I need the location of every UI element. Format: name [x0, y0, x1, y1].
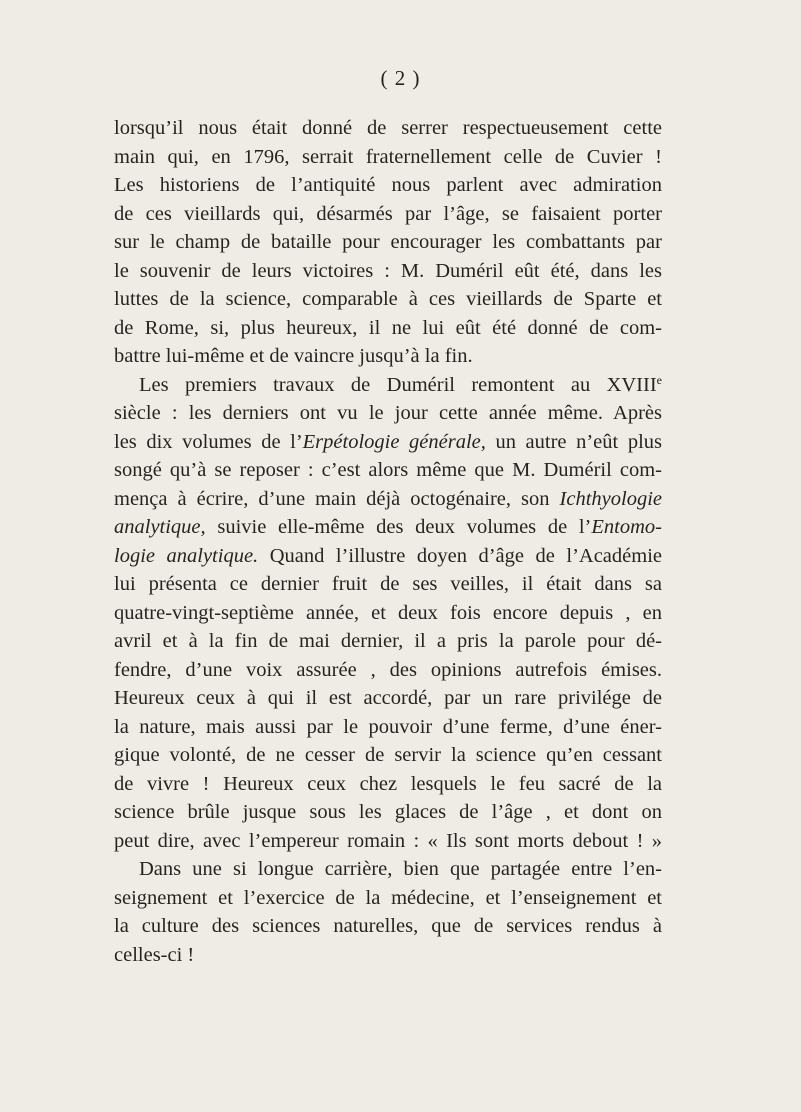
text-segment: les dix volumes de l’	[114, 430, 303, 453]
text-line	[114, 342, 662, 371]
italic-title: logie analytique.	[114, 544, 259, 567]
text-line	[114, 143, 662, 172]
body-text	[114, 114, 662, 969]
italic-title: analytique,	[114, 516, 206, 538]
text-segment: quatre-vingt-septième année, et deux fois encore depuis , en	[114, 601, 662, 624]
text-line	[114, 285, 662, 314]
text-line	[114, 884, 662, 913]
text-segment: science brûle jusque sous les glaces de l’âge , et dont on	[114, 801, 662, 823]
text-segment: luttes de la science, comparable à ces vieillards de Sparte et	[114, 288, 662, 310]
text-segment: un autre n’eût plus	[485, 430, 662, 453]
text-segment: songé qu’à se reposer : c’est alors même que M. Duméril com-	[114, 459, 662, 481]
text-line	[114, 399, 662, 428]
text-segment: Les historiens de l’antiquité nous parlent avec admiration	[114, 174, 662, 196]
text-segment: le souvenir de leurs victoires : M. Duméril eût été, dans les	[114, 259, 662, 282]
text-segment: celles-ci !	[114, 943, 195, 966]
text-segment: battre lui-même et de vaincre jusqu’à la fin.	[114, 345, 473, 367]
text-segment: la culture des sciences naturelles, que de services rendus à	[114, 915, 662, 937]
text-segment: siècle : les derniers ont vu le jour cette année même. Après	[114, 402, 662, 424]
text-segment: lui présenta ce dernier fruit de ses veilles, il était dans sa	[114, 573, 662, 595]
text-segment: Dans une si longue carrière, bien que partagée entre l’en-	[139, 858, 662, 880]
italic-title: Ichthyologie	[559, 487, 662, 510]
superscript: e	[656, 372, 662, 387]
text-segment: avril et à la fin de mai dernier, il a pris la parole pour dé-	[114, 630, 662, 652]
text-segment: lorsqu’il nous était donné de serrer respectueusement cette	[114, 117, 662, 139]
text-line	[114, 456, 662, 485]
text-line	[114, 570, 662, 599]
text-line	[114, 912, 662, 941]
page-number: ( 2 )	[380, 66, 421, 90]
text-line	[114, 770, 662, 799]
text-line	[114, 171, 662, 200]
text-segment: Heureux ceux à qui il est accordé, par un rare privilége de	[114, 687, 662, 709]
text-line	[114, 542, 662, 571]
text-segment: de vivre ! Heureux ceux chez lesquels le feu sacré de la	[114, 772, 662, 795]
text-line	[114, 827, 662, 856]
text-segment: sur le champ de bataille pour encourager les combattants par	[114, 231, 662, 253]
text-line	[114, 941, 662, 970]
text-line	[114, 741, 662, 770]
text-segment: Quand l’illustre doyen d’âge de l’Académie	[258, 544, 662, 567]
text-line	[114, 371, 662, 400]
text-segment: mença à écrire, d’une main déjà octogénaire, son	[114, 487, 560, 510]
text-line	[114, 684, 662, 713]
italic-title: Entomo-	[591, 516, 662, 538]
text-segment: main qui, en 1796, serrait fraternellement celle de Cuvier !	[114, 145, 662, 168]
text-line	[114, 200, 662, 229]
text-segment: de Rome, si, plus heureux, il ne lui eût été donné de com-	[114, 316, 662, 339]
text-line	[114, 485, 662, 514]
text-line	[114, 314, 662, 343]
text-line	[114, 513, 662, 542]
text-line	[114, 627, 662, 656]
text-segment: de ces vieillards qui, désarmés par l’âge, se faisaient porter	[114, 202, 662, 225]
text-line	[114, 713, 662, 742]
text-segment: peut dire, avec l’empereur romain : « Ils sont morts debout ! »	[114, 829, 662, 852]
text-line	[114, 855, 662, 884]
text-segment: seignement et l’exercice de la médecine, et l’enseignement et	[114, 886, 662, 909]
text-line	[114, 656, 662, 685]
text-segment: gique volonté, de ne cesser de servir la science qu’en cessant	[114, 744, 662, 766]
text-segment: Les premiers travaux de Duméril remontent au XVIII	[139, 373, 657, 396]
text-segment: fendre, d’une voix assurée , des opinions autrefois émises.	[114, 658, 662, 681]
text-line	[114, 114, 662, 143]
text-line	[114, 798, 662, 827]
text-line	[114, 228, 662, 257]
text-segment: suivie elle-même des deux volumes de l’	[205, 516, 592, 538]
text-segment: la nature, mais aussi par le pouvoir d’une ferme, d’une éner-	[114, 715, 662, 738]
text-line	[114, 257, 662, 286]
italic-title: Erpétologie générale,	[302, 430, 486, 453]
text-line	[114, 428, 662, 457]
text-line	[114, 599, 662, 628]
